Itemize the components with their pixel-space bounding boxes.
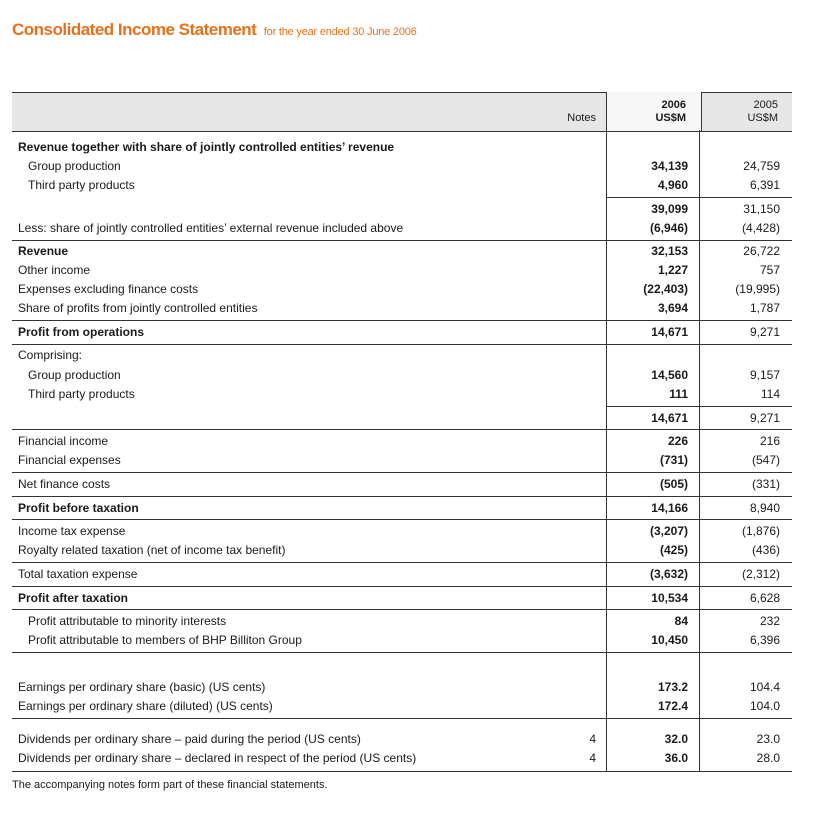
- table-row: [12, 242, 792, 261]
- header-notes: Notes: [567, 112, 596, 124]
- row-label: Group production: [28, 159, 121, 173]
- table-row: [12, 631, 792, 650]
- value-2005: 9,271: [749, 411, 780, 425]
- table-row: [12, 499, 792, 518]
- value-2006: 1,227: [657, 263, 688, 277]
- table-row: [12, 678, 792, 697]
- value-2005: (1,876): [741, 524, 780, 538]
- subtotal-rule: [606, 406, 792, 407]
- value-2006: 10,450: [651, 633, 688, 647]
- value-2006: 36.0: [664, 751, 688, 765]
- row-label: Profit attributable to members of BHP Billiton Group: [28, 633, 302, 647]
- row-label: Revenue together with share of jointly controlled entities’ revenue: [18, 140, 395, 154]
- statement-period: for the year ended 30 June 2006: [263, 26, 417, 38]
- row-label: Other income: [18, 263, 91, 277]
- value-2006: 32,153: [651, 244, 688, 258]
- note-ref: 4: [589, 751, 596, 765]
- row-divider: [12, 429, 792, 430]
- value-2006: (22,403): [643, 282, 688, 296]
- value-2005: (4,428): [741, 221, 780, 235]
- header-2006: [655, 99, 686, 125]
- row-divider: [12, 240, 792, 241]
- value-2006: 4,960: [657, 178, 688, 192]
- row-label: Revenue: [18, 244, 69, 258]
- table-row: [12, 280, 792, 299]
- row-label: Financial expenses: [18, 453, 121, 467]
- value-2005: (547): [751, 453, 780, 467]
- table-row: [12, 432, 792, 451]
- header-2005: [747, 99, 778, 125]
- table-row: [12, 176, 792, 195]
- value-2005: 9,157: [749, 368, 780, 382]
- row-label: Third party products: [28, 387, 135, 401]
- value-2005: 6,391: [749, 178, 780, 192]
- row-divider: [12, 586, 792, 587]
- row-label: Income tax expense: [18, 524, 126, 538]
- row-label: Less: share of jointly controlled entities’ external revenue included above: [18, 221, 404, 235]
- row-label: Profit after taxation: [18, 591, 129, 605]
- header-2005-unit: US$M: [747, 112, 778, 124]
- row-label: Share of profits from jointly controlled entities: [18, 301, 258, 315]
- row-label: Financial income: [18, 434, 109, 448]
- row-label: Total taxation expense: [18, 567, 138, 581]
- statement-title: Consolidated Income Statement: [12, 20, 257, 39]
- value-2005: 28.0: [756, 751, 780, 765]
- value-2005: 6,628: [749, 591, 780, 605]
- row-divider: [12, 718, 792, 719]
- footnote: The accompanying notes form part of these financial statements.: [12, 779, 328, 791]
- value-2005: (2,312): [741, 567, 780, 581]
- table-row: [12, 697, 792, 716]
- value-2005: 232: [759, 614, 780, 628]
- value-2006: 10,534: [651, 591, 688, 605]
- value-2006: 226: [667, 434, 688, 448]
- table-row: [12, 157, 792, 176]
- row-divider: [12, 472, 792, 473]
- table-row: [12, 475, 792, 494]
- table-row: [12, 261, 792, 280]
- row-label: Earnings per ordinary share (basic) (US cents): [18, 680, 266, 694]
- value-2006: (505): [659, 477, 688, 491]
- value-2005: 216: [759, 434, 780, 448]
- table-row: [12, 409, 792, 428]
- row-divider: [12, 652, 792, 653]
- value-2006: 111: [669, 387, 688, 401]
- value-2005: 8,940: [749, 501, 780, 515]
- value-2006: 173.2: [657, 680, 688, 694]
- value-2006: 84: [674, 614, 688, 628]
- row-label: Group production: [28, 368, 121, 382]
- value-2005: 114: [760, 387, 780, 401]
- value-2006: 14,560: [651, 368, 688, 382]
- table-row: [12, 730, 792, 749]
- header-2006-unit: US$M: [655, 112, 686, 124]
- table-row: [12, 541, 792, 560]
- row-label: Earnings per ordinary share (diluted) (US cents): [18, 699, 273, 713]
- header-2005-year: 2005: [753, 99, 778, 111]
- value-2006: (425): [659, 543, 688, 557]
- value-2006: 3,694: [657, 301, 688, 315]
- table-bottom-rule: [12, 771, 792, 772]
- table-row: [12, 219, 792, 238]
- page-title: [12, 20, 417, 40]
- value-2006: 34,139: [651, 159, 688, 173]
- table-row: [12, 138, 792, 157]
- value-2006: (6,946): [649, 221, 688, 235]
- value-2005: 24,759: [743, 159, 780, 173]
- table-row: [12, 366, 792, 385]
- row-divider: [12, 320, 792, 321]
- value-2006: (731): [659, 453, 688, 467]
- value-2005: 757: [759, 263, 780, 277]
- value-2006: 172.4: [657, 699, 688, 713]
- value-2006: (3,207): [649, 524, 688, 538]
- value-2005: (331): [751, 477, 780, 491]
- value-2005: 104.4: [749, 680, 780, 694]
- row-label: Third party products: [28, 178, 135, 192]
- row-divider: [12, 609, 792, 610]
- table-row: [12, 589, 792, 608]
- row-label: Profit from operations: [18, 325, 145, 339]
- table-row: [12, 299, 792, 318]
- table-row: [12, 565, 792, 584]
- row-label: Profit attributable to minority interests: [28, 614, 227, 628]
- value-2006: (3,632): [649, 567, 688, 581]
- value-2005: 104.0: [749, 699, 780, 713]
- row-divider: [12, 496, 792, 497]
- table-row: [12, 200, 792, 219]
- table-row: [12, 749, 792, 768]
- row-divider: [12, 519, 792, 520]
- value-2005: (19,995): [735, 282, 780, 296]
- value-2005: 31,150: [743, 202, 780, 216]
- value-2005: 26,722: [743, 244, 780, 258]
- value-2006: 14,671: [651, 325, 688, 339]
- table-row: [12, 522, 792, 541]
- row-label: Comprising:: [18, 348, 83, 362]
- value-2006: 14,166: [651, 501, 688, 515]
- table-row: [12, 612, 792, 631]
- header-2006-year: 2006: [661, 99, 686, 111]
- row-label: Dividends per ordinary share – declared in respect of the period (US cents): [18, 751, 417, 765]
- value-2006: 32.0: [664, 732, 688, 746]
- table-row: [12, 451, 792, 470]
- value-2005: 9,271: [749, 325, 780, 339]
- value-2006: 14,671: [651, 411, 688, 425]
- note-ref: 4: [589, 732, 596, 746]
- table-row: [12, 323, 792, 342]
- value-2006: 39,099: [651, 202, 688, 216]
- value-2005: 1,787: [749, 301, 780, 315]
- row-label: Royalty related taxation (net of income tax benefit): [18, 543, 286, 557]
- subtotal-rule: [606, 197, 792, 198]
- value-2005: (436): [751, 543, 780, 557]
- table-header: [12, 92, 792, 132]
- table-row: [12, 346, 792, 365]
- row-label: Dividends per ordinary share – paid during the period (US cents): [18, 732, 361, 746]
- value-2005: 23.0: [756, 732, 780, 746]
- row-divider: [12, 562, 792, 563]
- table-row: [12, 385, 792, 404]
- value-2005: 6,396: [749, 633, 780, 647]
- row-label: Expenses excluding finance costs: [18, 282, 199, 296]
- row-label: Net finance costs: [18, 477, 111, 491]
- row-label: Profit before taxation: [18, 501, 139, 515]
- row-divider: [12, 344, 792, 345]
- header-2006-shade: [606, 92, 702, 131]
